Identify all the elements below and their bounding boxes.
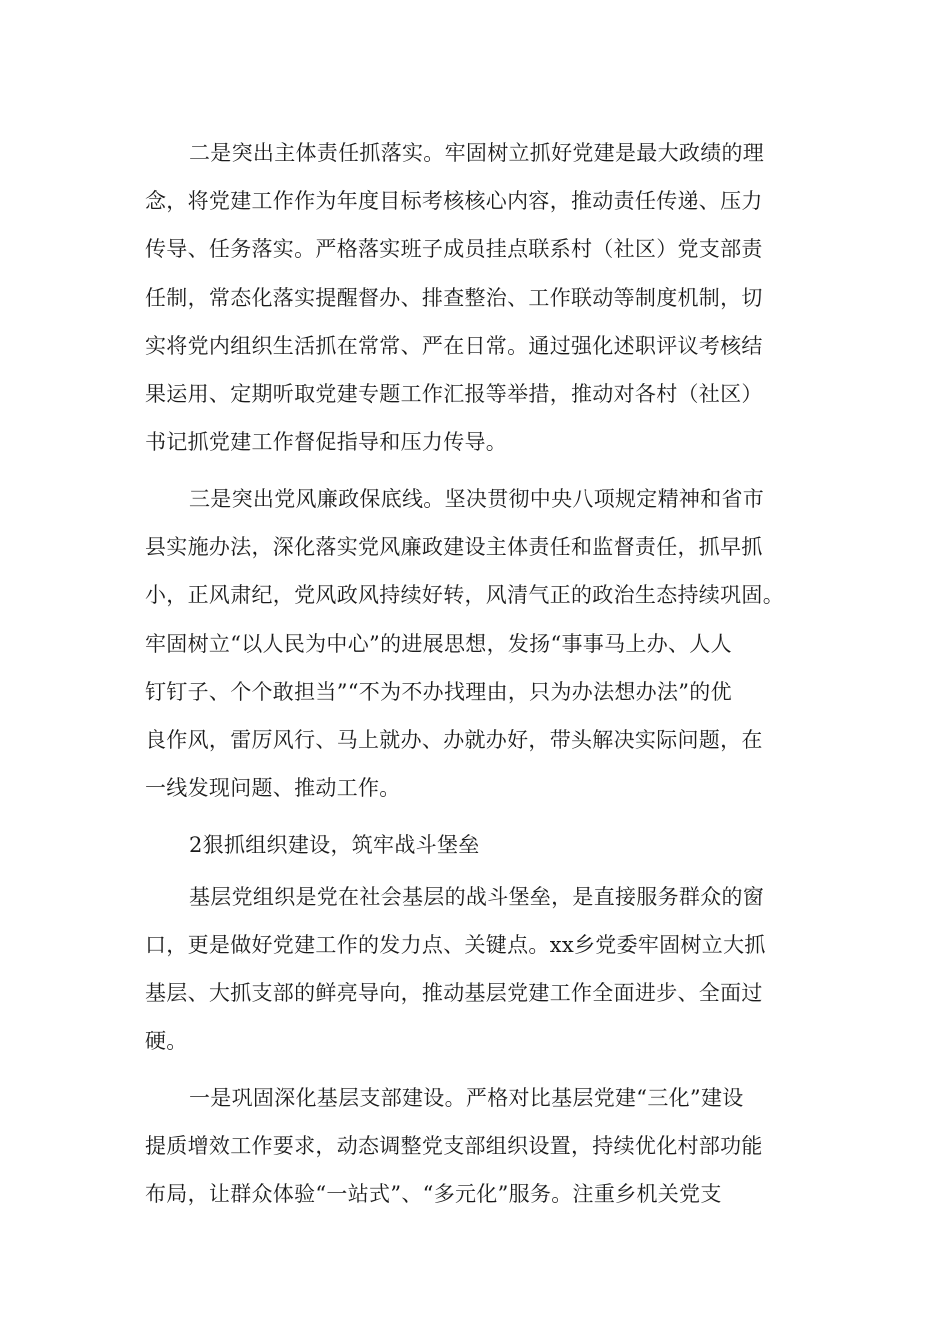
paragraph-line: 念，将党建工作作为年度目标考核核心内容，推动责任传递、压力 bbox=[145, 189, 763, 213]
paragraph-line: 任制，常态化落实提醒督办、排查整治、工作联动等制度机制，切 bbox=[145, 286, 763, 310]
paragraph-line: 基层党组织是党在社会基层的战斗堡垒，是直接服务群众的窗 bbox=[189, 885, 765, 909]
paragraph-line: 传导、任务落实。严格落实班子成员挂点联系村（社区）党支部责 bbox=[145, 237, 763, 261]
paragraph-line: 基层、大抓支部的鲜亮导向，推动基层党建工作全面进步、全面过 bbox=[145, 981, 763, 1005]
paragraph-line: 布局，让群众体验“一站式”、“多元化”服务。注重乡机关党支 bbox=[145, 1182, 722, 1206]
paragraph-line: 实将党内组织生活抓在常常、严在日常。通过强化述职评议考核结 bbox=[145, 334, 763, 358]
paragraph-line: 一是巩固深化基层支部建设。严格对比基层党建“三化”建设 bbox=[189, 1086, 744, 1110]
section-heading: 2狠抓组织建设，筑牢战斗堡垒 bbox=[189, 833, 480, 857]
paragraph-line: 钉钉子、个个敢担当”“不为不办找理由，只为办法想办法”的优 bbox=[145, 680, 732, 704]
paragraph-line: 三是突出党风廉政保底线。坚决贯彻中央八项规定精神和省市 bbox=[189, 487, 765, 511]
paragraph-line: 书记抓党建工作督促指导和压力传导。 bbox=[145, 430, 508, 454]
paragraph-line: 果运用、定期听取党建专题工作汇报等举措，推动对各村（社区） bbox=[145, 382, 763, 406]
paragraph-line: 二是突出主体责任抓落实。牢固树立抓好党建是最大政绩的理 bbox=[189, 141, 765, 165]
paragraph-line: 硬。 bbox=[145, 1029, 188, 1053]
paragraph-line: 提质增效工作要求，动态调整党支部组织设置，持续优化村部功能 bbox=[145, 1134, 763, 1158]
paragraph-line: 牢固树立“以人民为中心”的进展思想，发扬“事事马上办、人人 bbox=[145, 632, 732, 656]
paragraph-line: 口，更是做好党建工作的发力点、关键点。xx乡党委牢固树立大抓 bbox=[145, 933, 766, 957]
paragraph-line: 县实施办法，深化落实党风廉政建设主体责任和监督责任，抓早抓 bbox=[145, 535, 763, 559]
paragraph-line: 一线发现问题、推动工作。 bbox=[145, 776, 401, 800]
paragraph-line: 良作风，雷厉风行、马上就办、办就办好，带头解决实际问题，在 bbox=[145, 728, 763, 752]
paragraph-line: 小，正风肃纪，党风政风持续好转，风清气正的政治生态持续巩固。 bbox=[145, 583, 784, 607]
